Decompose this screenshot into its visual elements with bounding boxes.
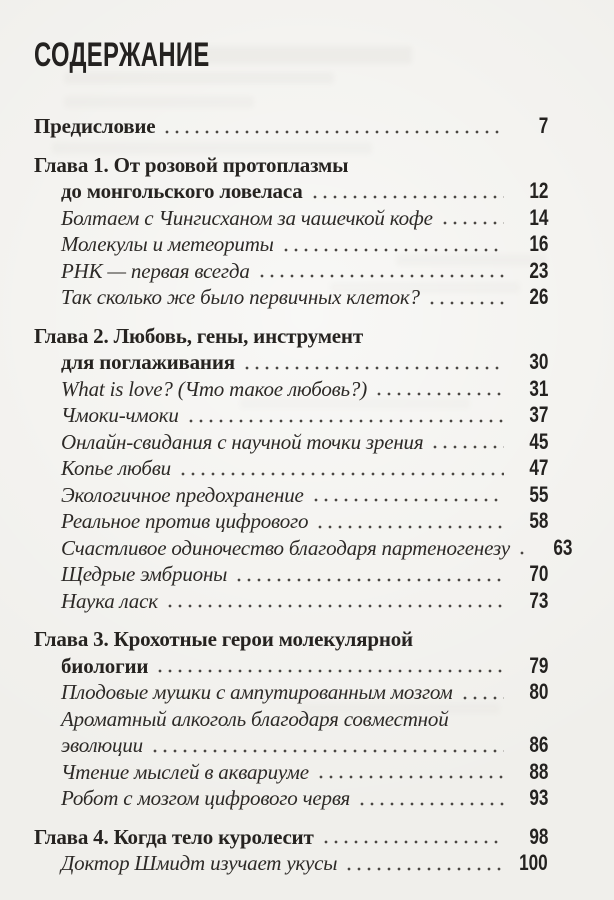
toc-entry-label: Онлайн-свидания с научной точки зрения: [61, 429, 424, 454]
toc-entry-label: Предисловие: [34, 114, 156, 138]
toc-row: [34, 258, 548, 285]
dot-leader: [374, 376, 504, 403]
toc-page-number: 47: [528, 455, 548, 480]
toc-row: [34, 429, 548, 456]
toc-row: [34, 785, 548, 812]
toc-page-number: 23: [528, 257, 548, 283]
toc-entry-label: Плодовые мушки с ампутированным мозгом: [61, 680, 453, 704]
toc-row-wrapped-line2: [34, 732, 548, 759]
toc-page-number: 37: [528, 402, 548, 427]
toc-entry-label: эволюции: [61, 733, 143, 757]
toc-entry-label: Наука ласк: [61, 588, 158, 613]
dot-leader: [150, 732, 504, 759]
toc-row: [34, 850, 548, 877]
dot-leader: [311, 482, 504, 509]
toc-entry-label: Счастливое одиночество благодаря партеногенезу: [61, 535, 510, 560]
toc-entry-label: РНК — первая всегда: [61, 258, 250, 283]
toc-page-number: 58: [528, 508, 548, 533]
page-title: СОДЕРЖАНИЕ: [34, 36, 210, 74]
dot-leader: [430, 429, 504, 456]
toc-entry-label: Копье любви: [61, 456, 171, 480]
toc-entry-label: Молекулы и метеориты: [61, 232, 274, 256]
toc-row-chapter3-line1: [34, 626, 548, 653]
toc-entry-label: Болтаем с Чингисханом за чашечкой кофе: [61, 205, 433, 230]
toc-row: [34, 588, 548, 615]
toc-row-preface: [34, 113, 548, 140]
toc-row: [34, 376, 548, 403]
dot-leader: [155, 653, 504, 680]
toc-row: [34, 679, 548, 706]
toc-entry-label: Экологичное предохранение: [61, 482, 304, 507]
toc-page-number: 80: [528, 679, 548, 704]
dot-leader: [281, 231, 504, 258]
dot-leader: [357, 785, 504, 812]
toc-page-number: 45: [528, 428, 548, 454]
dot-leader: [242, 349, 504, 376]
toc-entry-label: для поглаживания: [61, 350, 235, 374]
toc-row-wrapped-line1: [34, 706, 548, 733]
toc-page-number: 16: [528, 231, 548, 256]
dot-leader: [315, 508, 504, 535]
toc-page-number: 31: [528, 375, 548, 401]
toc-row: [34, 534, 573, 562]
toc-row-chapter4: [34, 824, 548, 851]
toc-row: [34, 402, 548, 429]
toc-row: [34, 759, 548, 786]
toc-entry-label: Робот с мозгом цифрового червя: [61, 786, 351, 810]
toc-row: [34, 284, 548, 311]
dot-leader: [517, 535, 529, 562]
dot-leader: [460, 679, 504, 706]
toc-row: [34, 561, 548, 588]
toc-entry-label: What is love? (Что такое любовь?): [61, 376, 367, 401]
toc-row: [34, 231, 548, 258]
toc-entry-label: Чтение мыслей в аквариуме: [61, 759, 309, 784]
toc-page-number: 88: [528, 758, 548, 784]
toc-entry-label: Так сколько же было первичных клеток?: [61, 285, 420, 309]
toc-row-chapter3-line2: [34, 653, 548, 680]
dot-leader: [186, 402, 504, 429]
toc-entry-label: Глава 4. Когда тело куролесит: [34, 824, 314, 849]
toc-row: [34, 508, 548, 535]
toc-entry-label: Щедрые эмбрионы: [61, 562, 228, 586]
dot-leader: [316, 759, 504, 786]
toc-row-chapter1-line1: [34, 152, 548, 179]
toc-page-number: 30: [528, 349, 548, 374]
dot-leader: [165, 588, 504, 615]
dot-leader: [178, 455, 504, 482]
dot-leader: [440, 205, 504, 232]
toc-entry-label: Ароматный алкоголь благодаря совместной: [61, 706, 449, 731]
toc-page-number: 73: [528, 587, 548, 613]
toc-entry-label: Доктор Шмидт изучает укусы: [61, 851, 338, 875]
toc-page-number: 55: [528, 481, 548, 507]
toc-entry-label: Глава 2. Любовь, гены, инструмент: [34, 323, 363, 348]
toc-row-chapter2-line2: [34, 349, 548, 376]
toc-page-number: 7: [538, 113, 548, 138]
toc-page-number: 12: [528, 178, 548, 203]
toc-row-chapter2-line1: [34, 323, 548, 350]
toc-entry-label: Чмоки-чмоки: [61, 403, 179, 427]
toc-page-number: 98: [528, 823, 548, 849]
toc-entry-label: Глава 3. Крохотные герои молекулярной: [34, 627, 413, 651]
toc-page-number: 79: [528, 652, 548, 678]
dot-leader: [427, 284, 504, 311]
dot-leader: [321, 824, 504, 851]
toc-page-number: 93: [528, 785, 548, 810]
toc-entry-label: до монгольского ловеласа: [61, 179, 303, 203]
toc-page-number: 26: [528, 284, 548, 309]
toc-row-chapter1-line2: [34, 178, 548, 205]
toc-row: [34, 205, 548, 232]
dot-leader: [344, 850, 503, 877]
dot-leader: [234, 561, 504, 588]
toc-page-number: 70: [528, 561, 548, 586]
toc-entry-label: биологии: [61, 653, 149, 678]
toc-entry-label: Реальное против цифрового: [61, 509, 309, 533]
toc-page-number: 63: [553, 534, 573, 560]
toc-entry-label: Глава 1. От розовой протоплазмы: [34, 152, 349, 177]
toc-row: [34, 482, 548, 509]
dot-leader: [310, 178, 504, 205]
dot-leader: [257, 258, 504, 285]
toc-page-number: 86: [528, 732, 548, 757]
toc-page-number: 14: [528, 204, 548, 230]
dot-leader: [162, 113, 504, 140]
toc-row: [34, 455, 548, 482]
toc-page-number: 100: [519, 850, 548, 875]
